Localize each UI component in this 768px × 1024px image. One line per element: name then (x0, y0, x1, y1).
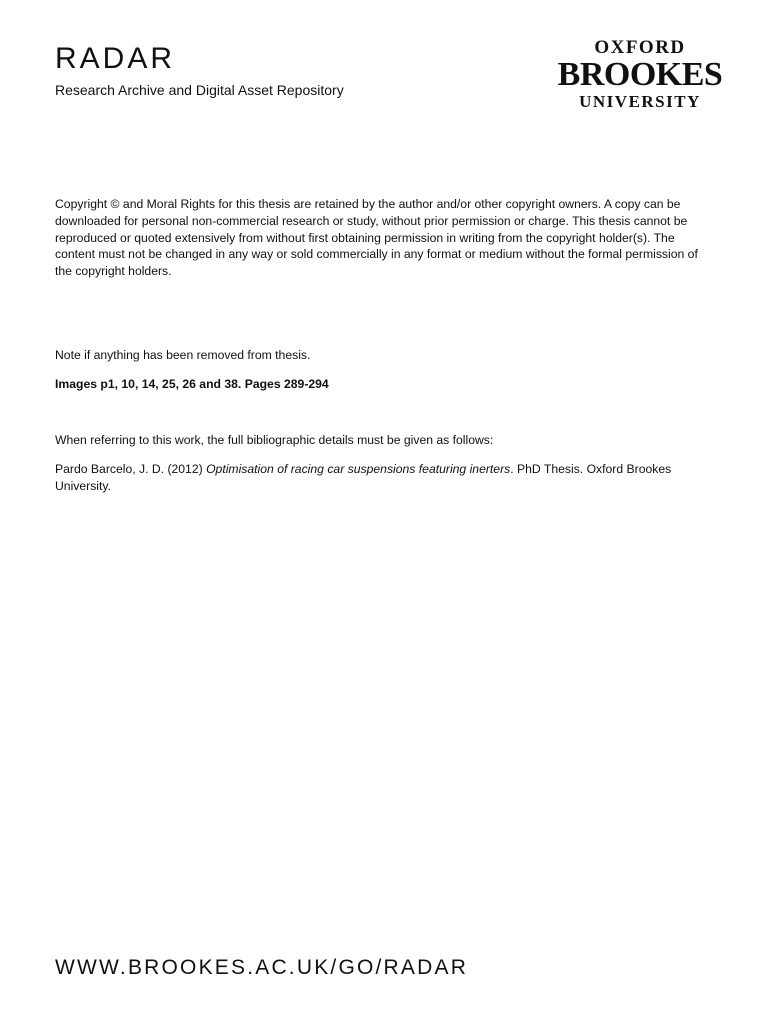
removed-items: Images p1, 10, 14, 25, 26 and 38. Pages 289-294 (55, 377, 329, 391)
oxford-brookes-logo (556, 38, 724, 110)
logo-line-university: UNIVERSITY (579, 92, 701, 111)
citation-authors-year: Pardo Barcelo, J. D. (2012) (55, 462, 203, 476)
citation (55, 461, 715, 495)
radar-subtitle: Research Archive and Digital Asset Repository (55, 82, 344, 98)
citation-rest: . PhD Thesis. Oxford Brookes University. (55, 462, 672, 493)
logo-line-brookes: BROOKES (557, 56, 723, 93)
radar-title: RADAR (55, 42, 176, 75)
footer-url: WWW.BROOKES.AC.UK/GO/RADAR (55, 956, 469, 979)
logo-line-oxford: OXFORD (594, 37, 686, 58)
copyright-notice: Copyright © and Moral Rights for this thesis are retained by the author and/or other copyright owners. A copy can be downloaded for personal non-commercial research or study, without prior permission or charge. This thesis cannot be reproduced or quoted extensively from without first obtaining permission in writing from the copyright holder(s). The content must not be changed in any way or sold commercially in any format or medium without the formal permission of the copyright holders. (55, 197, 698, 279)
referring-instruction: When referring to this work, the full bibliographic details must be given as follows: (55, 433, 494, 447)
removal-note: Note if anything has been removed from thesis. (55, 348, 311, 362)
citation-title: Optimisation of racing car suspensions featuring inerters (206, 462, 511, 476)
